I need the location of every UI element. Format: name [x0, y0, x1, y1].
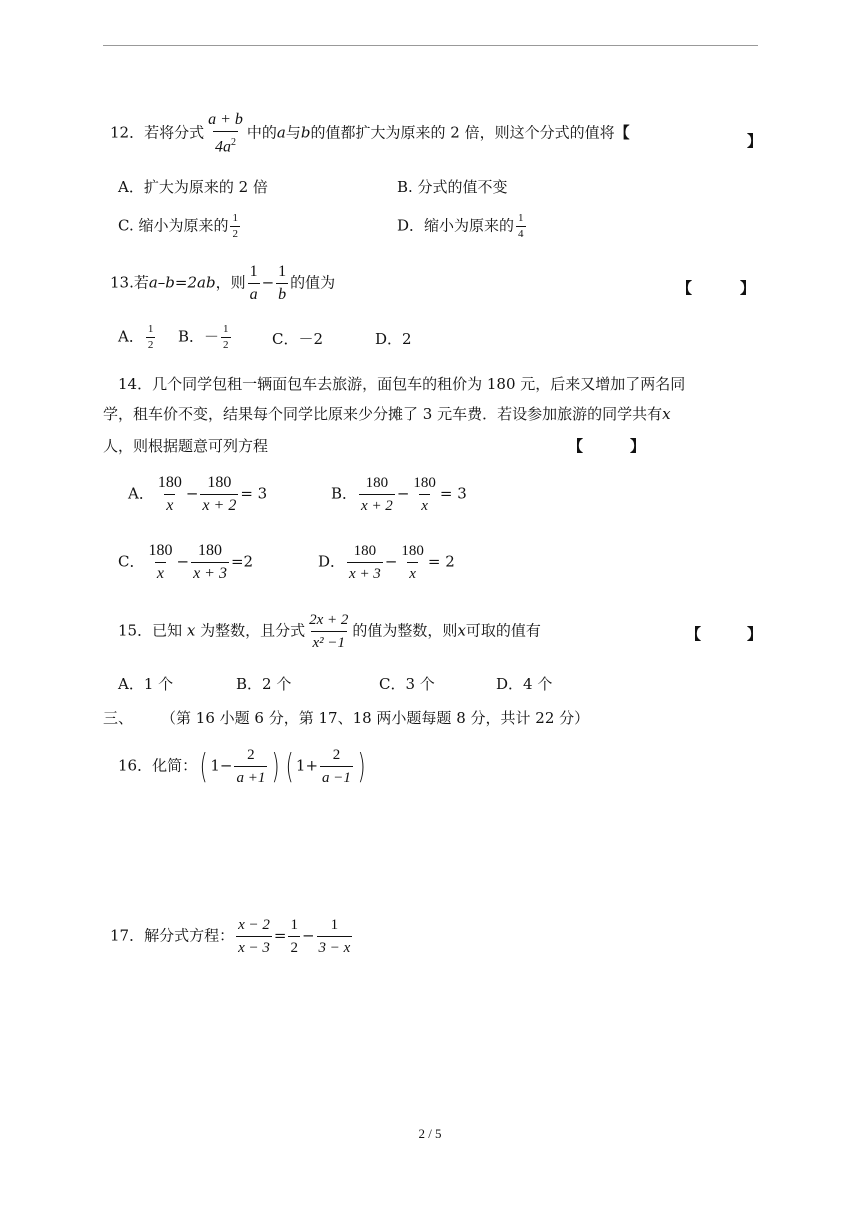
section-3-heading: 三、 （第 16 小题 6 分，第 17、18 两小题每题 8 分，共计 22 分）: [103, 709, 590, 727]
q12-option-c: C. 缩小为原来的 $\frac{1}{2}$: [118, 212, 238, 240]
q12-option-d: D．缩小为原来的 $\frac{1}{4}$: [397, 212, 524, 240]
q15-bracket-close: 】: [747, 625, 763, 643]
q14-option-b: B． $\frac{180}{x + 2}$ − $\frac{180}{x}$ = 3: [331, 475, 467, 514]
q15-option-d: D．4 个: [496, 675, 553, 693]
header-rule: [103, 45, 758, 46]
q14-line-3: 人，则根据题意可列方程: [103, 437, 269, 455]
q13-bracket-open: 【: [677, 279, 693, 297]
q12-fraction: $\frac{a + b}{4a^2}$: [208, 111, 243, 156]
question-12: 12．若将分式 $\frac{a + b}{4a^2}$ 中的a与b的值都扩大为原来的 2 倍，则这个分式的值将【: [110, 111, 630, 156]
page-number: 2 / 5: [418, 1126, 442, 1141]
q13-option-a: A． $\frac{1}{2}$: [118, 323, 154, 351]
answer-bracket-open: 【: [614, 123, 630, 142]
q13-option-d: D．2: [375, 330, 412, 348]
q13-option-b: B．－ $\frac{1}{2}$: [178, 323, 229, 351]
q12-option-b: B. 分式的值不变: [397, 178, 508, 196]
q12-prefix: 12．若将分式: [110, 123, 205, 142]
q14-option-a: A． $\frac{180}{x}$ − $\frac{180}{x + 2}$ = 3: [128, 474, 268, 514]
q12-bracket-close: 】: [747, 132, 763, 150]
q12-option-a: A．扩大为原来的 2 倍: [118, 178, 268, 196]
q15-option-c: C．3 个: [379, 675, 435, 693]
question-13: 13.若a–b=2ab，则 $\frac{1}{a}$ − $\frac{1}{b}$ 的值为: [110, 263, 336, 303]
q15-bracket-open: 【: [686, 625, 702, 643]
question-16: 16．化简：( 1− $\frac{2}{a +1}$ ) ( 1+ $\frac{2}{a -1}$ ): [118, 746, 366, 787]
q14-bracket-close: 】: [630, 437, 646, 455]
q15-option-b: B．2 个: [236, 675, 292, 693]
q14-option-d: D． $\frac{180}{x + 3}$ − $\frac{180}{x}$ = 2: [318, 543, 455, 582]
q14-line-1: 14．几个同学包租一辆面包车去旅游，面包车的租价为 180 元，后来又增加了两名同: [118, 375, 686, 393]
q13-bracket-close: 】: [740, 279, 756, 297]
question-17: 17．解分式方程： $\frac{x - 2}{x - 3}$ = $\frac{1}{2}$ − $\frac{1}{3 - x}$: [110, 917, 351, 956]
q14-option-c: C． $\frac{180}{x}$ − $\frac{180}{x + 3}$ =2: [118, 542, 254, 582]
q15-option-a: A．1 个: [118, 675, 174, 693]
q13-option-c: C．－2: [272, 330, 324, 348]
q14-bracket-open: 【: [568, 437, 584, 455]
question-15: 15．已知 x 为整数，且分式 $\frac{2x + 2}{\text{x² −1}}$ 的值为整数，则x可取的值有: [118, 612, 541, 651]
q14-line-2: 学，租车价不变，结果每个同学比原来少分摊了 3 元车费．若设参加旅游的同学共有x: [103, 405, 671, 423]
